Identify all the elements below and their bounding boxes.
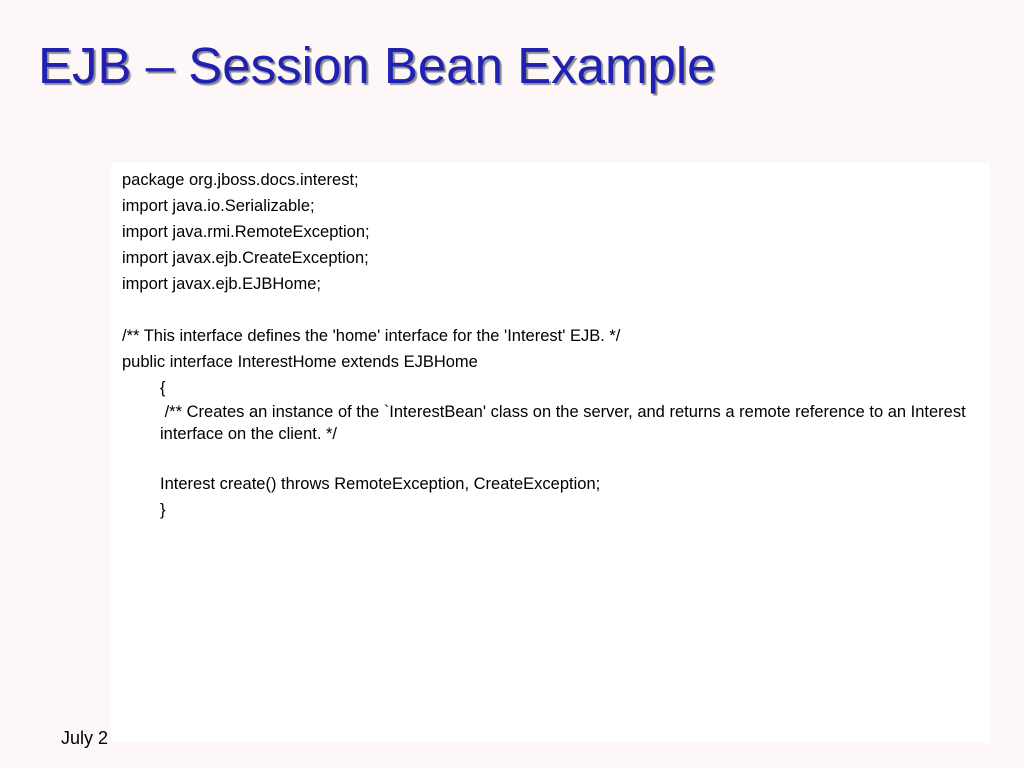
code-line: { — [160, 379, 166, 397]
code-line-blank — [122, 297, 980, 323]
code-line: import javax.ejb.CreateException; — [122, 249, 369, 267]
code-line: package org.jboss.docs.interest; — [122, 171, 359, 189]
code-line: import java.rmi.RemoteException; — [122, 223, 370, 241]
code-block — [111, 163, 990, 743]
code-line: /** Creates an instance of the `InterestBean' class on the server, and returns a remote reference to an Interest interface on the client. */ — [160, 403, 971, 443]
code-line: import javax.ejb.EJBHome; — [122, 275, 321, 293]
code-line: Interest create() throws RemoteException, CreateException; — [160, 475, 601, 493]
code-line: /** This interface defines the 'home' interface for the 'Interest' EJB. */ — [122, 327, 621, 345]
code-line: public interface InterestHome extends EJBHome — [122, 353, 478, 371]
footer-date: July 2 — [61, 728, 109, 748]
slide-title: EJB – Session Bean Example — [38, 37, 716, 94]
code-line: import java.io.Serializable; — [122, 197, 315, 215]
code-line-blank — [122, 445, 980, 471]
code-line: } — [160, 501, 166, 519]
